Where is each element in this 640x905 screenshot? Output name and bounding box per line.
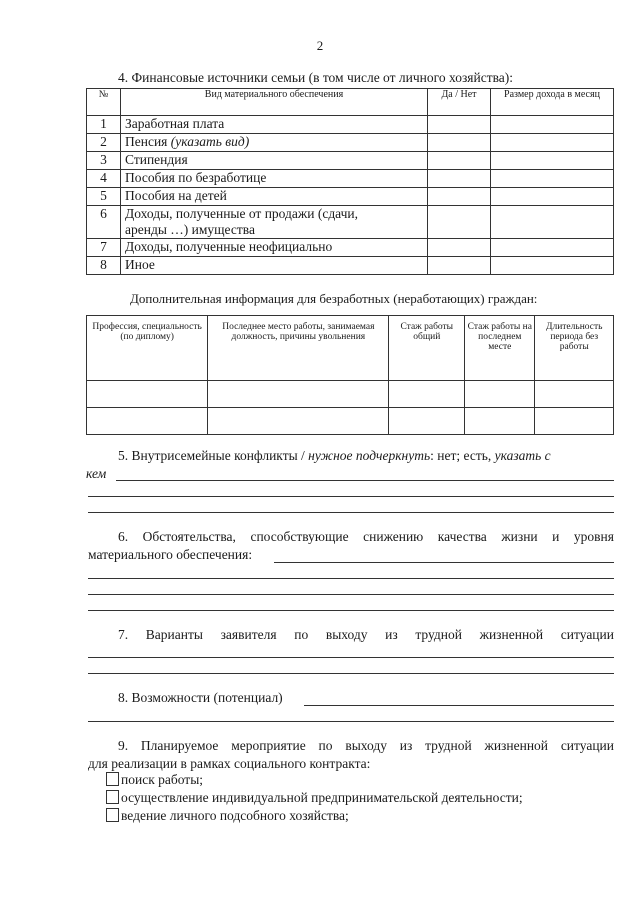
option-entrepreneurship[interactable]	[106, 790, 523, 806]
answer-line[interactable]	[88, 673, 614, 674]
income-cell[interactable]	[491, 206, 614, 239]
yes-no-cell[interactable]	[428, 152, 491, 170]
option-label: осуществление индивидуальной предпринимательской деятельности;	[121, 790, 523, 805]
section8-text: 8. Возможности (потенциал)	[118, 690, 283, 705]
row-label: Стипендия	[121, 152, 428, 170]
row-number: 3	[87, 152, 121, 170]
option-label: ведение личного подсобного хозяйства;	[121, 808, 349, 823]
row-label-text: Пенсия	[125, 134, 168, 149]
section5-text	[118, 448, 551, 464]
table-row	[87, 206, 614, 239]
section5-specify-hint: указать с	[494, 448, 551, 463]
answer-line[interactable]	[304, 705, 614, 706]
income-cell[interactable]	[491, 152, 614, 170]
yes-no-cell[interactable]	[428, 170, 491, 188]
checkbox[interactable]	[106, 790, 119, 804]
income-sources-table	[86, 88, 614, 275]
answer-line[interactable]	[88, 512, 614, 513]
table-row	[87, 152, 614, 170]
section7-text: 7. Варианты заявителя по выходу из трудной жизненной ситуации	[118, 627, 614, 642]
section9-line2: для реализации в рамках социального контракта:	[88, 756, 371, 771]
unemployed-period-cell[interactable]	[535, 381, 614, 408]
last-experience-cell[interactable]	[465, 408, 535, 435]
last-experience-cell[interactable]	[465, 381, 535, 408]
last-job-cell[interactable]	[208, 381, 389, 408]
income-cell[interactable]	[491, 239, 614, 257]
unemployed-info-table	[86, 315, 614, 435]
checkbox[interactable]	[106, 772, 119, 786]
profession-cell[interactable]	[87, 408, 208, 435]
income-cell[interactable]	[491, 116, 614, 134]
col-yes-no: Да / Нет	[428, 89, 491, 116]
additional-info-title: Дополнительная информация для безработных (неработающих) граждан:	[130, 291, 538, 306]
table-row	[87, 381, 614, 408]
page-number: 2	[316, 38, 324, 53]
section5-part2: : нет; есть,	[430, 448, 492, 463]
table-header-row	[87, 89, 614, 116]
col-type: Вид материального обеспечения	[121, 89, 428, 116]
row-number: 5	[87, 188, 121, 206]
yes-no-cell[interactable]	[428, 239, 491, 257]
answer-line[interactable]	[88, 578, 614, 579]
col-last-experience: Стаж работы на последнем месте	[465, 316, 535, 381]
row-label-hint: (указать вид)	[170, 134, 250, 149]
yes-no-cell[interactable]	[428, 206, 491, 239]
answer-line[interactable]	[88, 657, 614, 658]
section5-with-whom	[86, 466, 106, 482]
income-cell[interactable]	[491, 188, 614, 206]
answer-line[interactable]	[274, 562, 614, 563]
row-number: 2	[87, 134, 121, 152]
section5-underline-hint: нужное подчеркнуть	[308, 448, 431, 463]
row-label-line1: Доходы, полученные от продажи (сдачи,	[125, 206, 359, 221]
table-row	[87, 188, 614, 206]
income-cell[interactable]	[491, 257, 614, 275]
answer-line[interactable]	[88, 721, 614, 722]
total-experience-cell[interactable]	[389, 381, 465, 408]
table-row	[87, 239, 614, 257]
row-number: 4	[87, 170, 121, 188]
table-header-row	[87, 316, 614, 381]
table-row	[87, 116, 614, 134]
unemployed-period-cell[interactable]	[535, 408, 614, 435]
row-label: Пособия по безработице	[121, 170, 428, 188]
total-experience-cell[interactable]	[389, 408, 465, 435]
col-total-experience: Стаж работы общий	[389, 316, 465, 381]
col-profession: Профессия, специальность (по диплому)	[87, 316, 208, 381]
section4-title: 4. Финансовые источники семьи (в том числе от личного хозяйства):	[118, 70, 514, 85]
profession-cell[interactable]	[87, 381, 208, 408]
option-job-search[interactable]	[106, 772, 203, 788]
row-number: 6	[87, 206, 121, 239]
row-number: 7	[87, 239, 121, 257]
section5-part1: 5. Внутрисемейные конфликты /	[118, 448, 305, 463]
yes-no-cell[interactable]	[428, 134, 491, 152]
answer-line[interactable]	[88, 496, 614, 497]
col-last-job: Последнее место работы, занимаемая должность, причины увольнения	[208, 316, 389, 381]
row-number: 1	[87, 116, 121, 134]
row-label	[121, 134, 428, 152]
table-row	[87, 134, 614, 152]
row-label	[121, 206, 428, 239]
table-row	[87, 408, 614, 435]
table-row	[87, 170, 614, 188]
row-label: Заработная плата	[121, 116, 428, 134]
income-cell[interactable]	[491, 170, 614, 188]
section9-line1: 9. Планируемое мероприятие по выходу из трудной жизненной ситуации	[118, 738, 614, 753]
yes-no-cell[interactable]	[428, 116, 491, 134]
yes-no-cell[interactable]	[428, 257, 491, 275]
option-subsidiary-farming[interactable]	[106, 808, 349, 824]
row-label-line2: аренды …) имущества	[125, 222, 255, 237]
col-income: Размер дохода в месяц	[491, 89, 614, 116]
row-number: 8	[87, 257, 121, 275]
answer-line[interactable]	[116, 480, 614, 481]
section6-line1: 6. Обстоятельства, способствующие снижению качества жизни и уровня	[118, 529, 614, 544]
yes-no-cell[interactable]	[428, 188, 491, 206]
row-label: Доходы, полученные неофициально	[121, 239, 428, 257]
answer-line[interactable]	[88, 594, 614, 595]
section6-line2: материального обеспечения:	[88, 547, 253, 562]
table-row	[87, 257, 614, 275]
col-unemployed-period: Длительность периода без работы	[535, 316, 614, 381]
option-label: поиск работы;	[121, 772, 204, 787]
checkbox[interactable]	[106, 808, 119, 822]
row-label: Иное	[121, 257, 428, 275]
section5-with-whom-text: кем	[86, 466, 107, 481]
income-cell[interactable]	[491, 134, 614, 152]
col-number: №	[87, 89, 121, 116]
row-label: Пособия на детей	[121, 188, 428, 206]
last-job-cell[interactable]	[208, 408, 389, 435]
answer-line[interactable]	[88, 610, 614, 611]
